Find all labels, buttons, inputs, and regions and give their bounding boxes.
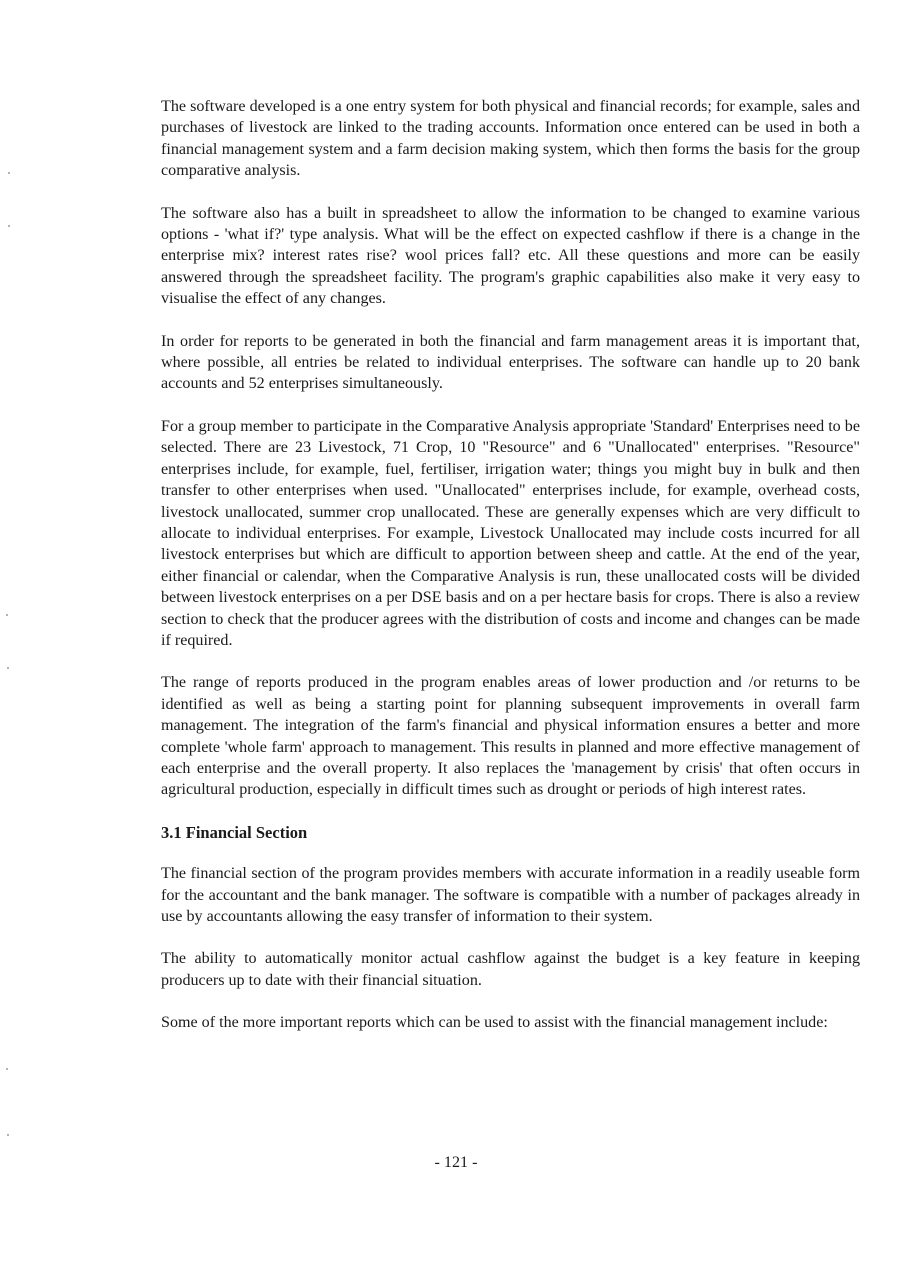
page-number: - 121 - [434,1154,478,1171]
paragraph-enterprise-reports: In order for reports to be generated in both the financial and farm management areas it is important that, where possible, all entries be related to individual enterprises. The software can handle up to 20 bank accounts and 52 enterprises simultaneously. [161,332,860,393]
scan-speck [7,1134,9,1136]
document-body [161,96,860,1055]
scan-speck [8,225,10,227]
paragraph-important-reports: Some of the more important reports which can be used to assist with the financial management include: [161,1014,828,1032]
paragraph-standard-enterprises: For a group member to participate in the Comparative Analysis appropriate 'Standard' Enterprises need to be selected. There are 23 Livestock, 71 Crop, 10 "Resource" and 6 "Unallocated" enterprises. "Resource" enterprises include, for example, fuel, fertiliser, irrigation water; things you might buy in bulk and then transfer to other enterprises when used. "Unallocated" enterprises include, for example, overhead costs, livestock unallocated, summer crop unallocated. These are generally expenses which are very difficult to allocate to individual enterprises. For example, Livestock Unallocated may include costs incurred for all livestock enterprises but which are difficult to apportion between sheep and cattle. At the end of the year, either financial or calendar, when the Comparative Analysis is run, these unallocated costs will be divided between livestock enterprises on a per DSE basis and on a per hectare basis for crops. There is also a review section to check that the producer agrees with the distribution of costs and income and changes can be made if required. [161,417,860,649]
paragraph-spreadsheet: The software also has a built in spreadsheet to allow the information to be changed to examine various options - 'what if?' type analysis. What will be the effect on expected cashflow if there is a change in the enterprise mix? interest rates rise? wool prices fall? etc. All these questions and more can be easily answered through the spreadsheet facility. The program's graphic capabilities also make it very easy to visualise the effect of any changes. [161,204,860,308]
paragraph-one-entry-system: The software developed is a one entry system for both physical and financial records; for example, sales and purchases of livestock are linked to the trading accounts. Information once entered can be used in both a financial management system and a farm decision making system, which then forms the basis for the group comparative analysis. [161,98,860,180]
paragraph-range-of-reports: The range of reports produced in the program enables areas of lower production and /or returns to be identified as well as being a starting point for planning subsequent improvements in overall farm management. The integration of the farm's financial and physical information ensures a better and more complete 'whole farm' approach to management. This results in planned and more effective management of each enterprise and the overall property. It also replaces the 'management by crisis' that often occurs in agricultural production, especially in difficult times such as drought or periods of high interest rates. [161,674,860,799]
scan-speck [6,1068,8,1070]
section-heading: 3.1 Financial Section [161,822,308,842]
scan-speck [6,614,8,616]
paragraph-cashflow-monitoring: The ability to automatically monitor actual cashflow against the budget is a key feature in keeping producers up to date with their financial situation. [161,950,860,989]
paragraph-financial-section: The financial section of the program provides members with accurate information in a readily useable form for the accountant and the bank manager. The software is compatible with a number of packages already in use by accountants allowing the easy transfer of information to their system. [161,865,860,925]
scan-speck [7,667,9,669]
scan-speck [8,172,10,174]
